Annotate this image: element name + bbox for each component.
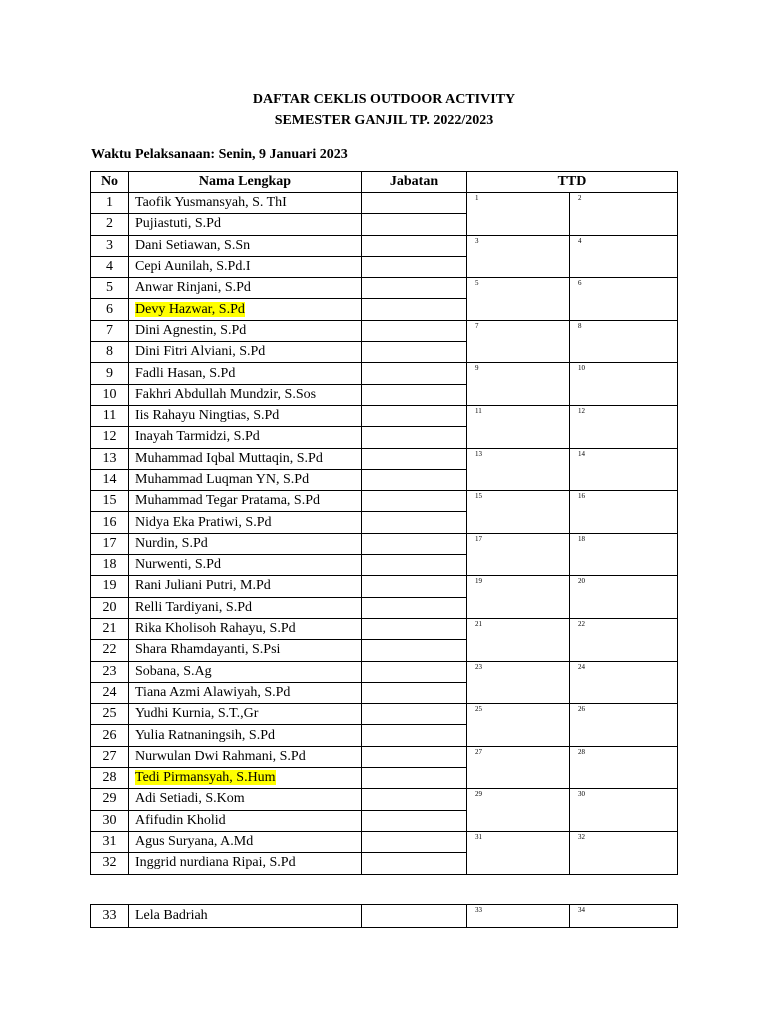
signature-number: 29 (475, 790, 482, 799)
row-name (129, 512, 362, 533)
name-text: Sobana, S.Ag (135, 663, 212, 679)
jabatan-field[interactable] (362, 810, 467, 831)
signature-number: 12 (578, 406, 585, 415)
row-number: 18 (91, 555, 129, 576)
row-name (129, 469, 362, 490)
table-row (91, 448, 678, 469)
signature-box[interactable] (570, 491, 678, 534)
row-number: 8 (91, 342, 129, 363)
signature-box[interactable] (570, 448, 678, 491)
row-number: 29 (91, 789, 129, 810)
signature-box[interactable] (570, 405, 678, 448)
table-body (91, 193, 678, 875)
jabatan-field[interactable] (362, 193, 467, 214)
row-number: 12 (91, 427, 129, 448)
signature-number: 31 (475, 832, 482, 841)
signature-number: 13 (475, 449, 482, 458)
jabatan-field[interactable] (362, 405, 467, 426)
name-text: Iis Rahayu Ningtias, S.Pd (135, 408, 280, 424)
signature-number: 18 (578, 534, 585, 543)
signature-number: 20 (578, 577, 585, 586)
name-text: Dini Agnestin, S.Pd (135, 322, 247, 338)
document-subtitle: SEMESTER GANJIL TP. 2022/2023 (274, 113, 494, 128)
signature-box[interactable] (467, 533, 570, 576)
signature-box[interactable] (570, 278, 678, 321)
name-text: Nurwenti, S.Pd (135, 557, 221, 573)
table-row (91, 905, 678, 928)
table-row (91, 405, 678, 426)
name-text: Dani Setiawan, S.Sn (135, 237, 251, 253)
jabatan-field[interactable] (362, 789, 467, 810)
jabatan-field[interactable] (362, 491, 467, 512)
jabatan-field[interactable] (362, 533, 467, 554)
row-name (129, 342, 362, 363)
name-text: Muhammad Luqman YN, S.Pd (135, 472, 310, 487)
table-row (91, 746, 678, 767)
row-name (129, 193, 362, 214)
name-text: Yudhi Kurnia, S.T.,Gr (135, 706, 259, 722)
name-text: Relli Tardiyani, S.Pd (135, 599, 252, 615)
name-text: Fakhri Abdullah Mundzir, S.Sos (135, 386, 317, 402)
jabatan-field[interactable] (362, 214, 467, 235)
row-name (129, 427, 362, 448)
signature-number: 9 (475, 364, 479, 373)
row-name (129, 810, 362, 831)
row-name (129, 448, 362, 469)
signature-box[interactable] (467, 235, 570, 278)
row-number: 32 (91, 853, 129, 874)
header-name: Nama Lengkap (129, 172, 362, 193)
table-row (91, 618, 678, 639)
name-text: Nurwulan Dwi Rahmani, S.Pd (135, 748, 306, 764)
row-name (129, 725, 362, 746)
name-text: Agus Suryana, A.Md (135, 834, 254, 850)
signature-box[interactable] (467, 320, 570, 363)
row-number: 19 (91, 576, 129, 597)
row-number: 30 (91, 810, 129, 831)
row-number: 9 (91, 363, 129, 384)
jabatan-field[interactable] (362, 576, 467, 597)
signature-box[interactable] (467, 576, 570, 619)
signature-box[interactable] (467, 363, 570, 406)
signature-box[interactable] (467, 278, 570, 321)
name-text: Muhammad Iqbal Muttaqin, S.Pd (135, 450, 323, 466)
table-row (91, 491, 678, 512)
row-number: 23 (91, 661, 129, 682)
table-row (91, 533, 678, 554)
jabatan-field[interactable] (362, 661, 467, 682)
row-name (129, 555, 362, 576)
row-number: 26 (91, 725, 129, 746)
signature-number: 25 (475, 705, 482, 714)
signature-number: 2 (578, 194, 582, 202)
header-jabatan: Jabatan (362, 172, 467, 193)
name-text: Rika Kholisoh Rahayu, S.Pd (135, 621, 296, 637)
jabatan-field[interactable] (362, 256, 467, 277)
table-row (91, 235, 678, 256)
signature-box[interactable] (570, 831, 678, 874)
header-ttd: TTD (467, 172, 678, 193)
row-number: 16 (91, 512, 129, 533)
table-row (91, 704, 678, 725)
signature-number: 8 (578, 321, 582, 330)
name-text: Anwar Rinjani, S.Pd (135, 280, 251, 296)
table-row (91, 576, 678, 597)
row-name (129, 746, 362, 767)
row-number: 20 (91, 597, 129, 618)
row-name (129, 299, 362, 320)
signature-number: 28 (578, 747, 585, 756)
jabatan-field[interactable] (362, 768, 467, 789)
row-number: 11 (91, 405, 129, 426)
row-number: 21 (91, 618, 129, 639)
header-no: No (91, 172, 129, 193)
schedule-date: Waktu Pelaksanaan: Senin, 9 Januari 2023 (91, 147, 348, 162)
name-text: Pujiastuti, S.Pd (135, 216, 221, 232)
name-text: Afifudin Kholid (135, 812, 226, 828)
signature-number: 21 (475, 619, 482, 628)
table-row (91, 193, 678, 214)
signature-box[interactable] (570, 533, 678, 576)
signature-number: 23 (475, 662, 482, 671)
jabatan-field[interactable] (362, 905, 467, 928)
signature-number: 5 (475, 279, 479, 288)
signature-number: 30 (578, 790, 585, 799)
row-number: 14 (91, 469, 129, 490)
row-number: 5 (91, 278, 129, 299)
jabatan-field[interactable] (362, 831, 467, 852)
name-text: Devy Hazwar, S.Pd (135, 301, 245, 317)
name-text: Adi Setiadi, S.Kom (135, 791, 245, 807)
jabatan-field[interactable] (362, 363, 467, 384)
table-row (91, 661, 678, 682)
row-number: 1 (91, 193, 129, 214)
row-number: 31 (91, 831, 129, 852)
signature-number: 7 (475, 321, 479, 330)
name-text: Nurdin, S.Pd (135, 535, 208, 551)
table-row (91, 320, 678, 341)
row-number: 24 (91, 682, 129, 703)
jabatan-field[interactable] (362, 853, 467, 874)
name-text: Tiana Azmi Alawiyah, S.Pd (135, 684, 291, 700)
row-number: 2 (91, 214, 129, 235)
row-name (129, 597, 362, 618)
signature-number: 10 (578, 364, 585, 373)
document-title: DAFTAR CEKLIS OUTDOOR ACTIVITY (252, 92, 516, 107)
jabatan-field[interactable] (362, 704, 467, 725)
jabatan-field[interactable] (362, 342, 467, 363)
signature-number: 3 (475, 236, 479, 245)
signature-box[interactable] (570, 661, 678, 704)
name-text: Lela Badriah (135, 908, 208, 923)
signature-number: 14 (578, 449, 585, 458)
signature-box[interactable] (467, 746, 570, 789)
row-name (129, 278, 362, 299)
signature-box[interactable] (570, 235, 678, 278)
table-row (91, 789, 678, 810)
row-name (129, 789, 362, 810)
jabatan-field[interactable] (362, 555, 467, 576)
signature-box[interactable] (467, 405, 570, 448)
signature-number: 1 (475, 194, 479, 202)
row-name (129, 491, 362, 512)
jabatan-field[interactable] (362, 640, 467, 661)
table-row (91, 831, 678, 852)
row-number: 22 (91, 640, 129, 661)
row-name (129, 661, 362, 682)
row-name (129, 704, 362, 725)
row-name (129, 363, 362, 384)
signature-box[interactable] (467, 831, 570, 874)
signature-number: 15 (475, 492, 482, 501)
row-number: 10 (91, 384, 129, 405)
row-name (129, 618, 362, 639)
jabatan-field[interactable] (362, 618, 467, 639)
name-text: Rani Juliani Putri, M.Pd (135, 578, 271, 594)
row-name (129, 256, 362, 277)
signature-number: 24 (578, 662, 585, 671)
signature-box[interactable] (467, 618, 570, 661)
extra-attendance-table (90, 904, 678, 928)
signature-number: 33 (475, 906, 482, 914)
jabatan-field[interactable] (362, 235, 467, 256)
signature-number: 11 (475, 406, 482, 415)
signature-box[interactable] (570, 618, 678, 661)
signature-number: 17 (475, 534, 482, 543)
jabatan-field[interactable] (362, 469, 467, 490)
row-number: 7 (91, 320, 129, 341)
row-name (129, 320, 362, 341)
row-name (129, 768, 362, 789)
row-number: 4 (91, 256, 129, 277)
signature-number: 27 (475, 747, 482, 756)
signature-number: 16 (578, 492, 585, 501)
name-text: Cepi Aunilah, S.Pd.I (135, 259, 251, 275)
signature-box[interactable] (467, 661, 570, 704)
name-text: Muhammad Tegar Pratama, S.Pd (135, 493, 321, 509)
jabatan-field[interactable] (362, 384, 467, 405)
jabatan-field[interactable] (362, 427, 467, 448)
jabatan-field[interactable] (362, 320, 467, 341)
signature-box[interactable] (467, 193, 570, 236)
jabatan-field[interactable] (362, 299, 467, 320)
jabatan-field[interactable] (362, 597, 467, 618)
jabatan-field[interactable] (362, 725, 467, 746)
row-name (129, 831, 362, 852)
row-number: 13 (91, 448, 129, 469)
signature-box[interactable] (570, 320, 678, 363)
signature-box[interactable] (570, 193, 678, 236)
signature-box[interactable] (570, 363, 678, 406)
jabatan-field[interactable] (362, 512, 467, 533)
signature-box[interactable] (570, 576, 678, 619)
row-number: 25 (91, 704, 129, 725)
row-number: 6 (91, 299, 129, 320)
signature-box[interactable] (467, 491, 570, 534)
attendance-table (90, 171, 678, 875)
row-number: 3 (91, 235, 129, 256)
jabatan-field[interactable] (362, 278, 467, 299)
table-header-row (91, 172, 678, 193)
row-name (129, 533, 362, 554)
name-text: Shara Rhamdayanti, S.Psi (135, 642, 281, 658)
name-text: Inggrid nurdiana Ripai, S.Pd (135, 855, 296, 871)
signature-number: 32 (578, 832, 585, 841)
row-number: 15 (91, 491, 129, 512)
row-number: 27 (91, 746, 129, 767)
row-number: 17 (91, 533, 129, 554)
row-name (129, 214, 362, 235)
row-number: 33 (91, 905, 129, 928)
row-name (129, 640, 362, 661)
row-name (129, 384, 362, 405)
table-row (91, 363, 678, 384)
signature-number: 4 (578, 236, 582, 245)
name-text: Taofik Yusmansyah, S. ThI (135, 195, 287, 211)
row-name (129, 905, 362, 928)
name-text: Nidya Eka Pratiwi, S.Pd (135, 514, 272, 530)
row-name (129, 576, 362, 597)
row-name (129, 235, 362, 256)
signature-box[interactable] (570, 704, 678, 747)
signature-number: 19 (475, 577, 482, 586)
name-text: Tedi Pirmansyah, S.Hum (135, 770, 276, 786)
signature-number: 6 (578, 279, 582, 288)
name-text: Dini Fitri Alviani, S.Pd (135, 344, 266, 360)
signature-box[interactable] (570, 746, 678, 789)
signature-box[interactable] (467, 905, 570, 928)
signature-box[interactable] (467, 789, 570, 832)
row-number: 28 (91, 768, 129, 789)
signature-number: 26 (578, 705, 585, 714)
name-text: Yulia Ratnaningsih, S.Pd (135, 727, 276, 743)
signature-box[interactable] (467, 448, 570, 491)
signature-number: 34 (578, 906, 585, 914)
row-name (129, 853, 362, 874)
signature-box[interactable] (570, 789, 678, 832)
signature-box[interactable] (570, 905, 678, 928)
table-row (91, 278, 678, 299)
row-name (129, 682, 362, 703)
signature-number: 22 (578, 619, 585, 628)
jabatan-field[interactable] (362, 746, 467, 767)
jabatan-field[interactable] (362, 682, 467, 703)
jabatan-field[interactable] (362, 448, 467, 469)
name-text: Inayah Tarmidzi, S.Pd (135, 429, 260, 445)
signature-box[interactable] (467, 704, 570, 747)
name-text: Fadli Hasan, S.Pd (135, 365, 236, 381)
row-name (129, 405, 362, 426)
